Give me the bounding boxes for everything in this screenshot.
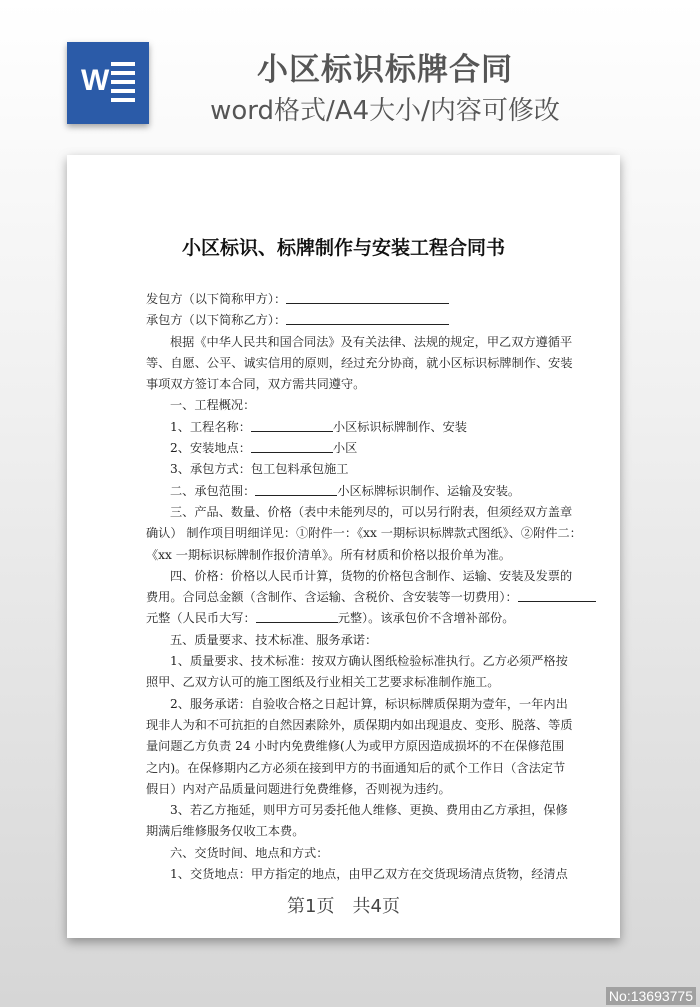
document-line bbox=[146, 332, 573, 353]
line-text: 发包方（以下简称甲方）： bbox=[146, 292, 287, 306]
document-line bbox=[146, 566, 573, 587]
document-line bbox=[146, 545, 538, 566]
line-text: 现非人为和不可抗拒的自然因素除外，质保期内如出现退皮、变形、脱落、等质 bbox=[146, 717, 573, 732]
line-text: 1、工程名称： bbox=[170, 419, 251, 434]
fill-in-blank bbox=[255, 483, 337, 496]
document-line bbox=[146, 481, 538, 502]
line-text: 3、若乙方拖延，则甲方可另委托他人维修、更换、费用由乙方承担，保修 bbox=[170, 803, 568, 818]
document-line bbox=[146, 502, 573, 523]
line-text: 小区 bbox=[332, 441, 358, 456]
document-title: 小区标识、标牌制作与安装工程合同书 bbox=[181, 237, 505, 259]
document-line bbox=[146, 523, 582, 544]
line-text: 2、服务承诺：自验收合格之日起计算，标识标牌质保期为壹年，一年内出 bbox=[170, 696, 568, 711]
logo-letter: W bbox=[81, 64, 110, 97]
document-line bbox=[146, 630, 538, 651]
document-line bbox=[146, 736, 565, 757]
page-footer: 第1页 共4页 bbox=[287, 896, 400, 917]
document-line bbox=[146, 395, 538, 416]
fill-in-blank bbox=[286, 312, 449, 325]
line-text: 之内)。在保修期内乙方必须在接到甲方的书面通知后的贰个工作日（含法定节 bbox=[146, 760, 566, 775]
line-text: 小区标识标牌制作、安装 bbox=[332, 419, 467, 434]
document-line bbox=[146, 587, 538, 608]
header-subtitle: word格式/A4大小/内容可修改 bbox=[210, 96, 560, 126]
header-title: 小区标识标牌合同 bbox=[257, 52, 513, 88]
document-line bbox=[146, 651, 568, 672]
document-body bbox=[146, 289, 582, 885]
line-text: 事项双方签订本合同，双方需共同遵守。 bbox=[146, 377, 366, 392]
line-text: 量问题乙方负责 24 小时内免费维修(人为或甲方原因造成损坏的不在保修范围 bbox=[146, 739, 565, 754]
fill-in-blank bbox=[286, 291, 449, 304]
line-text: 照甲、乙双方认可的施工图纸及行业相关工艺要求标准制作施工。 bbox=[146, 675, 500, 690]
document-page bbox=[67, 155, 620, 938]
line-text: 费用。合同总金额（含制作、含运输、含税价、含安装等一切费用）： bbox=[146, 590, 518, 605]
line-text: 四、价格：价格以人民币计算，货物的价格包含制作、运输、安装及发票的 bbox=[170, 568, 573, 583]
line-text: 等、自愿、公平、诚实信用的原则，经过充分协商，就小区标识标牌制作、安装 bbox=[146, 355, 573, 370]
document-line bbox=[146, 608, 538, 629]
line-text: 元整（人民币大写： bbox=[146, 611, 256, 626]
document-line bbox=[146, 864, 568, 885]
document-line bbox=[146, 353, 573, 374]
image-number: No:13693775 bbox=[606, 987, 696, 1005]
document-line bbox=[146, 672, 538, 693]
document-line bbox=[146, 459, 538, 480]
line-text: 一、工程概况： bbox=[170, 398, 256, 413]
fill-in-blank bbox=[251, 419, 333, 432]
line-text: 假日）内对产品质量问题进行免费维修，否则视为违约。 bbox=[146, 781, 451, 796]
line-text: 3、承包方式：包工包料承包施工 bbox=[170, 462, 349, 477]
document-line bbox=[146, 800, 568, 821]
document-line bbox=[146, 374, 538, 395]
line-text: 《xx 一期标识标牌制作报价清单》。所有材质和价格以报价单为准。 bbox=[146, 547, 511, 562]
document-line bbox=[146, 438, 538, 459]
line-text: 六、交货时间、地点和方式： bbox=[170, 845, 329, 860]
fill-in-blank bbox=[251, 440, 333, 453]
line-text: 承包方（以下简称乙方）： bbox=[146, 313, 287, 328]
line-text: 元整）。该承包价不含增补部份。 bbox=[337, 611, 515, 626]
line-text: 二、承包范围： bbox=[170, 483, 256, 498]
line-text: 根据《中华人民共和国合同法》及有关法律、法规的规定，甲乙双方遵循平 bbox=[170, 334, 573, 349]
document-line bbox=[146, 758, 566, 779]
line-text: 小区标牌标识制作、运输及安装。 bbox=[337, 483, 521, 498]
line-text: 2、安装地点： bbox=[170, 441, 251, 456]
fill-in-blank bbox=[256, 610, 338, 623]
fill-in-blank bbox=[518, 589, 596, 602]
document-line bbox=[146, 843, 538, 864]
line-text: 1、交货地点：甲方指定的地点，由甲乙双方在交货现场清点货物，经清点 bbox=[170, 867, 568, 882]
document-line bbox=[146, 779, 538, 800]
document-line bbox=[146, 715, 573, 736]
document-line bbox=[146, 694, 568, 715]
document-line bbox=[146, 310, 538, 331]
line-text: 三、产品、数量、价格（表中未能列尽的，可以另行附表，但须经双方盖章 bbox=[170, 504, 573, 519]
document-line bbox=[146, 289, 538, 310]
word-logo-icon bbox=[67, 42, 149, 124]
document-line bbox=[146, 417, 538, 438]
line-text: 确认） 制作项目明细详见：①附件一：《xx 一期标识标牌款式图纸》、②附件二： bbox=[146, 526, 582, 541]
document-line bbox=[146, 821, 538, 842]
line-text: 五、质量要求、技术标准、服务承诺： bbox=[170, 632, 378, 647]
line-text: 1、质量要求、技术标准：按双方确认图纸检验标准执行。乙方必须严格按 bbox=[170, 654, 568, 669]
line-text: 期满后维修服务仅收工本费。 bbox=[146, 824, 305, 839]
